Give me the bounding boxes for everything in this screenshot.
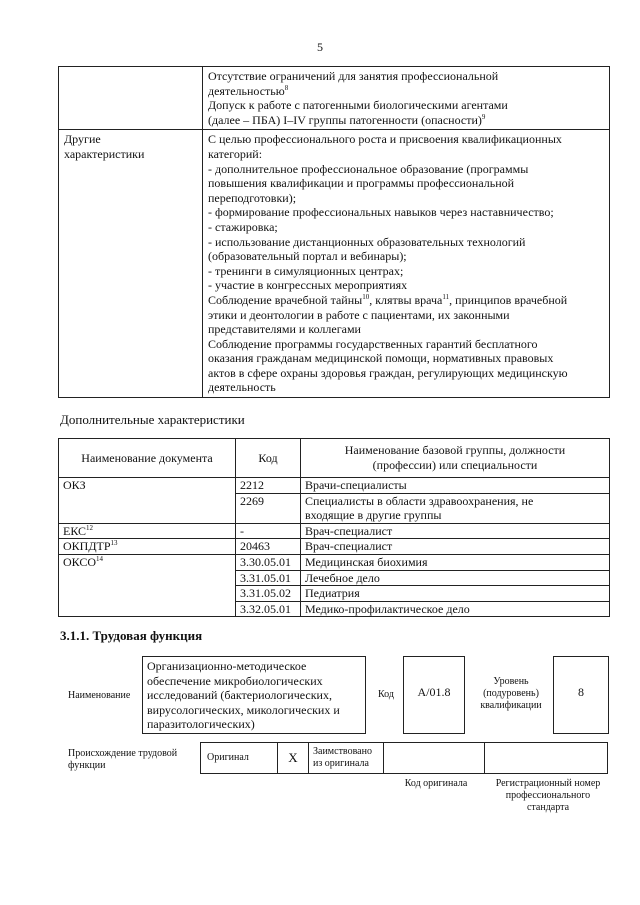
table-row: [59, 67, 610, 130]
doc-label: ЕКС$^{12}$: [59, 523, 236, 539]
cell-line: (образовательный портал и вебинары);: [208, 249, 407, 264]
section-title: 3.1.1. Трудовая функция: [60, 628, 203, 643]
name-cell: Специалисты в области здравоохранения, не входящие в другие группы: [301, 493, 610, 523]
page-number: 5: [317, 40, 323, 54]
cell-line: - тренинги в симуляционных центрах;: [208, 263, 404, 278]
footnote-ref: 14: [96, 554, 104, 563]
name-label: Наименование: [68, 690, 131, 701]
code-cell: 3.32.05.01: [236, 601, 301, 617]
doc-label: ОКПДТР$^{13}$: [59, 539, 236, 555]
code-cell: 3.31.05.02: [236, 586, 301, 602]
cell-line: оказания гражданам медицинской помощи, нормативных правовых: [208, 351, 554, 366]
cell-line: деятельностью$^8$: [208, 83, 289, 98]
cell-line: представителями и коллегами: [208, 322, 361, 337]
footnote-ref: 11: [442, 292, 450, 301]
code-cell: 3.31.05.01: [236, 570, 301, 586]
cell-line: - участие в конгрессных мероприятиях: [208, 278, 408, 293]
table-cell: [203, 130, 610, 398]
cell-line: - формирование профессиональных навыков через наставничество;: [208, 205, 554, 220]
cell-line: Соблюдение программы государственных гарантий бесплатного: [208, 336, 538, 351]
footnote-ref: 13: [110, 539, 118, 548]
origin-label: Происхождение трудовой функции: [68, 748, 178, 771]
level-label: Уровень (подуровень) квалификации: [480, 676, 542, 711]
header-doc: Наименование документа: [59, 439, 236, 478]
cell-line: деятельность: [208, 380, 276, 395]
original-cell: Оригинал: [201, 743, 278, 774]
orig-code-cell: [384, 743, 485, 774]
cell-line: (далее – ПБА) I–IV группы патогенности (опасности)$^9$: [208, 112, 486, 127]
additional-characteristics-table: [58, 438, 610, 617]
footnote-ref: 12: [86, 523, 94, 532]
table-row: [59, 539, 610, 555]
code-cell: 20463: [236, 539, 301, 555]
cell-line: С целью профессионального роста и присвоения квалификационных: [208, 132, 562, 147]
cell-line: переподготовки);: [208, 190, 297, 205]
table-cell: [203, 67, 610, 130]
name-cell: Врач-специалист: [301, 539, 610, 555]
table-cell: [59, 67, 203, 130]
function-name-box: Организационно-методическое обеспечение микробиологических исследований (бактериологических, вирусологических, микологических и паразитологических): [142, 656, 366, 734]
table-cell: [59, 130, 203, 398]
table-row: [59, 130, 610, 398]
name-cell: Лечебное дело: [301, 570, 610, 586]
footnote-ref: 9: [481, 112, 486, 121]
name-cell: Врачи-специалисты: [301, 478, 610, 494]
cell-line: Отсутствие ограничений для занятия профессиональной: [208, 69, 499, 83]
code-label: Код: [378, 689, 394, 700]
cell-line: - использование дистанционных образовательных технологий: [208, 234, 526, 249]
name-cell: Медицинская биохимия: [301, 554, 610, 570]
table-row: [59, 478, 610, 494]
table-header-row: [59, 439, 610, 478]
origin-table: [200, 742, 608, 774]
level-value-box: 8: [553, 656, 609, 734]
cell-line: Допуск к работе с патогенными биологическими агентами: [208, 98, 508, 113]
code-cell: 3.30.05.01: [236, 554, 301, 570]
cell-line: - дополнительное профессиональное образование (программы: [208, 161, 529, 176]
reg-number-label: Регистрационный номер профессионального стандарта: [495, 778, 601, 813]
header-code: Код: [236, 439, 301, 478]
row-label: Другие: [64, 132, 101, 147]
name-cell: Медико-профилактическое дело: [301, 601, 610, 617]
characteristics-table: [58, 66, 610, 398]
cell-line: актов в сфере охраны здоровья граждан, регулирующих медицинскую: [208, 365, 568, 380]
cell-line: Соблюдение врачебной тайны$^{10}$, клятвы врача$^{11}$, принципов врачебной: [208, 292, 568, 307]
doc-label: ОКЗ: [59, 478, 236, 524]
cell-line: - стажировка;: [208, 219, 278, 234]
table-row: [59, 523, 610, 539]
code-value-box: A/01.8: [403, 656, 465, 734]
additional-characteristics-title: Дополнительные характеристики: [60, 412, 245, 427]
name-cell: Педиатрия: [301, 586, 610, 602]
orig-code-label: Код оригинала: [404, 778, 468, 789]
footnote-ref: 10: [362, 292, 370, 301]
cell-line: этики и деонтологии в работе с пациентами, их законными: [208, 307, 510, 322]
row-label: характеристики: [64, 146, 145, 161]
code-cell: -: [236, 523, 301, 539]
cell-line: категорий:: [208, 146, 263, 161]
table-row: [59, 554, 610, 570]
table-row: [201, 743, 608, 774]
footnote-ref: 8: [284, 83, 289, 92]
code-cell: 2269: [236, 493, 301, 523]
borrowed-cell: Заимствовано из оригинала: [309, 743, 384, 774]
cell-line: повышения квалификации и программы профессиональной: [208, 176, 515, 191]
header-name: Наименование базовой группы, должности (профессии) или специальности: [301, 439, 610, 478]
reg-number-cell: [485, 743, 608, 774]
code-cell: 2212: [236, 478, 301, 494]
original-mark: X: [278, 743, 309, 774]
name-cell: Врач-специалист: [301, 523, 610, 539]
doc-label: ОКСО$^{14}$: [59, 554, 236, 616]
